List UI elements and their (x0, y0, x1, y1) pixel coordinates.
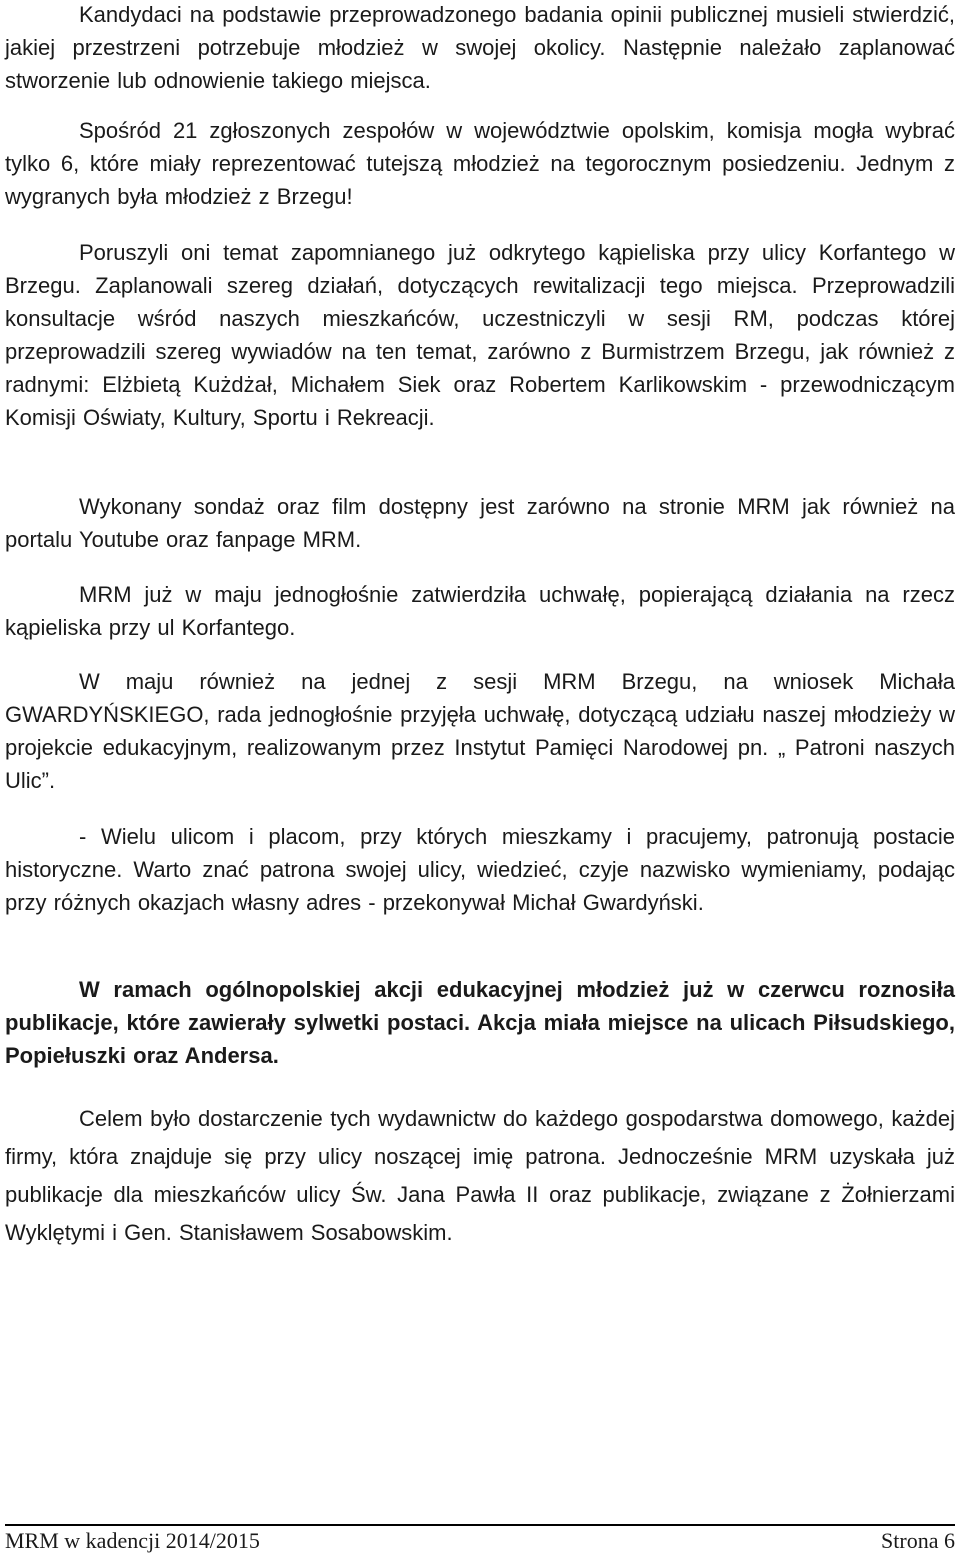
paragraph-selection: Spośród 21 zgłoszonych zespołów w województwie opolskim, komisja mogła wybrać tylko 6, które miały reprezentować tutejszą młodzież na tegorocznym posiedzeniu. Jednym z wygranych była młodzież z Brzegu! (5, 118, 955, 209)
paragraph-resolution: MRM już w maju jednogłośnie zatwierdziła uchwałę, popierającą działania na rzecz kąpieliska przy ul Korfantego. (5, 582, 955, 640)
paragraph-survey-intro: Kandydaci na podstawie przeprowadzonego badania opinii publicznej musieli stwierdzić, jakiej przestrzeni potrzebuje młodzież w swojej okolicy. Następnie należało zaplanować stworzenie lub odnowienie takiego miejsca. (5, 2, 955, 93)
footer-term-label: MRM w kadencji 2014/2015 (5, 1528, 260, 1553)
paragraph-campaign: W ramach ogólnopolskiej akcji edukacyjnej młodzież już w czerwcu roznosiła publikacje, które zawierały sylwetki postaci. Akcja miała miejsce na ulicach Piłsudskiego, Popiełuszki oraz Andersa. (5, 977, 955, 1068)
footer-divider (5, 1524, 955, 1526)
paragraph-quote: - Wielu ulicom i placom, przy których mieszkamy i pracujemy, patronują postacie historyczne. Warto znać patrona swojej ulicy, wiedzieć, czyje nazwisko wymieniamy, podając przy różnych okazjach własny adres - przekonywał Michał Gwardyński. (5, 824, 955, 915)
paragraph-ipn-project: W maju również na jednej z sesji MRM Brzegu, na wniosek Michała GWARDYŃSKIEGO, rada jednogłośnie przyjęła uchwałę, dotyczącą udziału naszej młodzieży w projekcie edukacyjnym, realizowanym przez Instytut Pamięci Narodowej pn. „ Patroni naszych Ulic”. (5, 669, 955, 793)
paragraph-goal: Celem było dostarczenie tych wydawnictw do każdego gospodarstwa domowego, każdej firmy, która znajduje się przy ulicy noszącej imię patrona. Jednocześnie MRM uzyskała już publikacje dla mieszkańców ulicy Św. Jana Pawła II oraz publikacje, związane z Żołnierzami Wyklętymi i Gen. Stanisławem Sosabowskim. (5, 1106, 955, 1245)
paragraph-korfantego-pool: Poruszyli oni temat zapomnianego już odkrytego kąpieliska przy ulicy Korfantego w Brzegu. Zaplanowali szereg działań, dotyczących rewitalizacji tego miejsca. Przeprowadzili konsultacje wśród naszych mieszkańców, uczestniczyli w sesji RM, podczas której przeprowadzili szereg wywiadów na ten temat, zarówno z Burmistrzem Brzegu, jak również z radnymi: Elżbietą Kużdżał, Michałem Siek oraz Robertem Karlikowskim - przewodniczącym Komisji Oświaty, Kultury, Sportu i Rekreacji. (5, 240, 955, 430)
page-footer (5, 1527, 955, 1555)
footer-page-number: Strona 6 (881, 1528, 955, 1553)
paragraph-survey-film: Wykonany sondaż oraz film dostępny jest zarówno na stronie MRM jak również na portalu Youtube oraz fanpage MRM. (5, 494, 955, 552)
